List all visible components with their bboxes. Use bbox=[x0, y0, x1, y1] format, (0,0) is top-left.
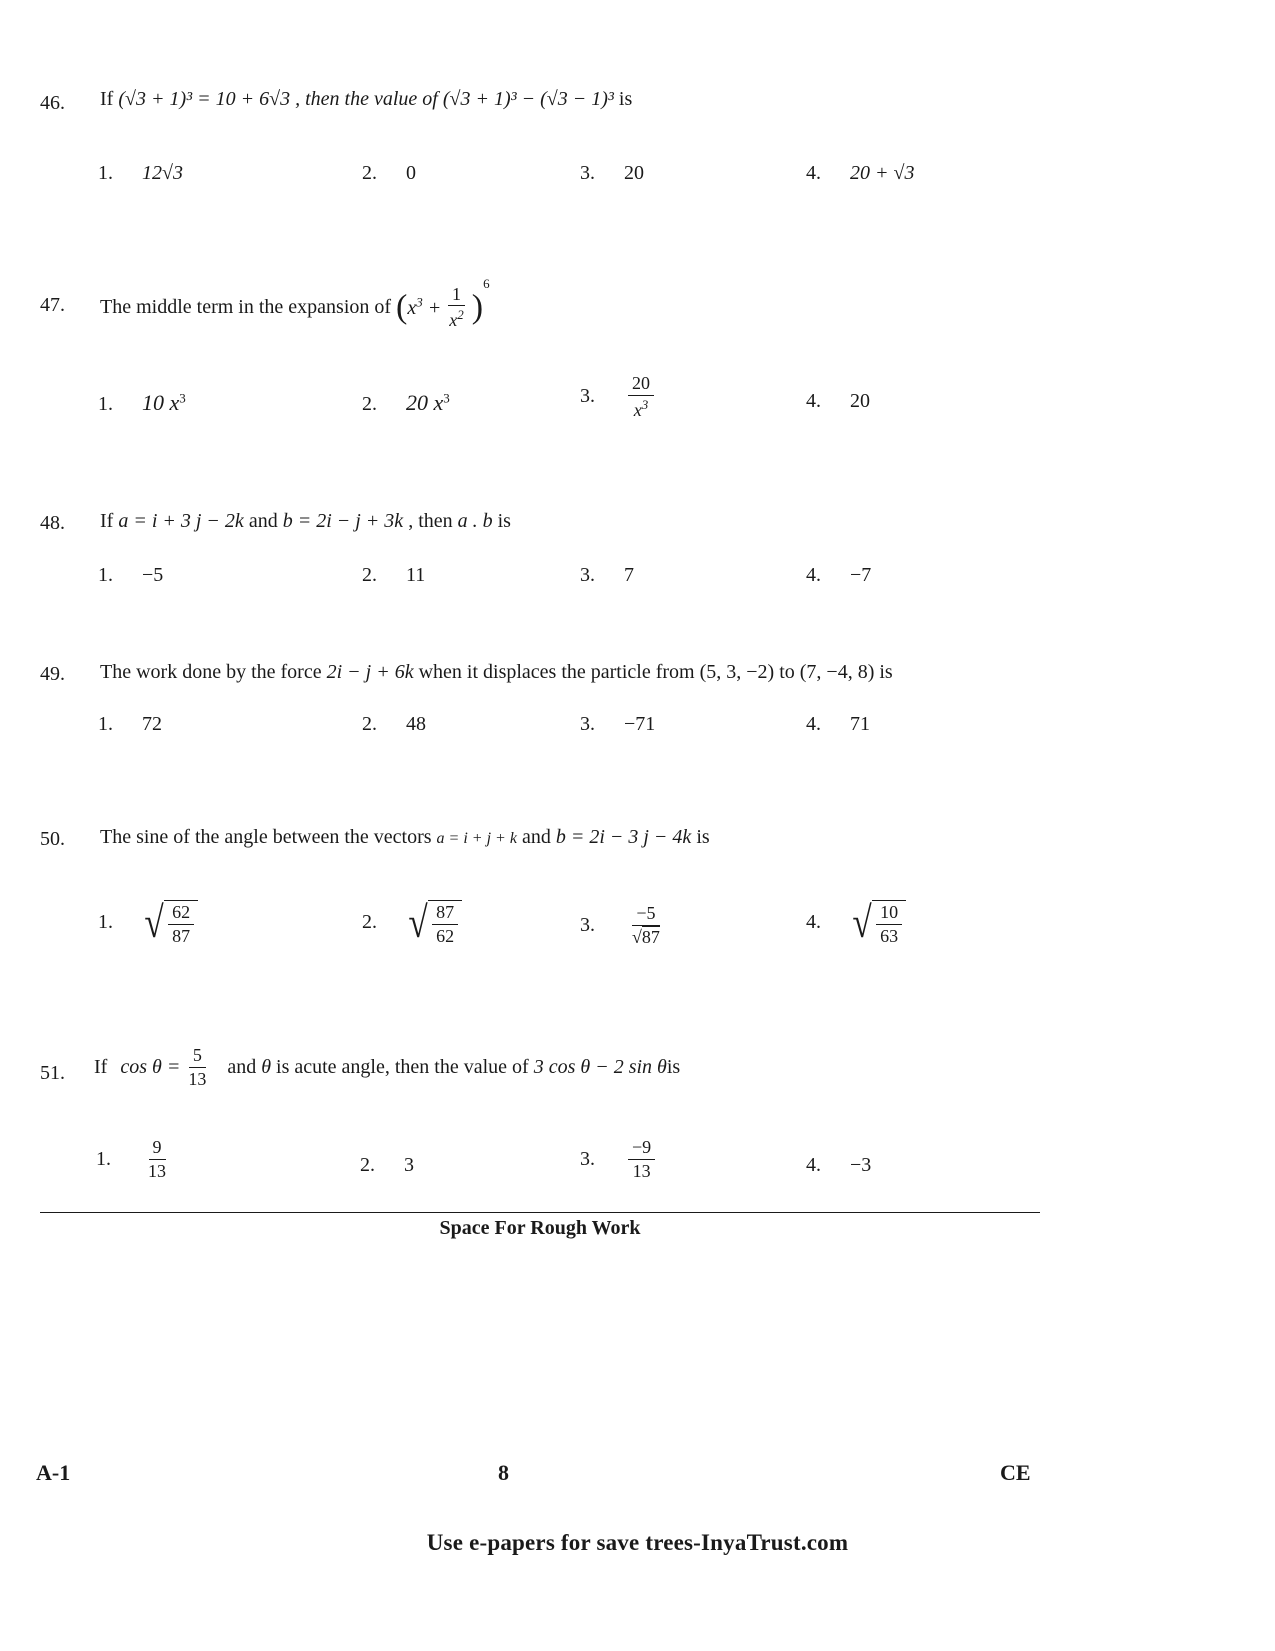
website-banner[interactable]: Use e-papers for save trees-InyaTrust.com bbox=[426, 1530, 849, 1555]
option-3[interactable]: 3. $\frac{-9}{13}$ bbox=[580, 1138, 659, 1181]
option-1[interactable]: 1. $\frac{9}{13}$ bbox=[96, 1138, 174, 1181]
option-3[interactable]: 3. 20 bbox=[580, 162, 644, 184]
option-2[interactable]: 2. 3 bbox=[360, 1154, 414, 1176]
option-4[interactable]: 4. √ $\frac{10}{63}$ bbox=[806, 900, 906, 946]
fraction: $\frac{10}{63}$ bbox=[876, 903, 902, 946]
question-number: 49. bbox=[40, 663, 65, 685]
option-1[interactable]: 1. 12√3 bbox=[98, 162, 183, 184]
dot-product: a . b bbox=[457, 510, 493, 532]
question-text: The sine of the angle between the vectors a = i + j + k and b = 2i − 3 j − 4k is bbox=[100, 826, 710, 848]
fraction: $\frac{1}{x^2}$ bbox=[449, 283, 464, 331]
option-4[interactable]: 4. −3 bbox=[806, 1154, 872, 1176]
option-1[interactable]: 1. 10 $x^3$ bbox=[98, 390, 186, 415]
option-3[interactable]: 3. $\frac{20}{x^3}$ bbox=[580, 374, 658, 420]
option-3[interactable]: 3. $\frac{-5}{√87}$ bbox=[580, 904, 668, 947]
vector-b: b = 2i − 3 j − 4k bbox=[555, 826, 692, 848]
fraction: $\frac{9}{13}$ bbox=[148, 1137, 166, 1181]
question-number: 47. bbox=[40, 294, 65, 316]
option-1[interactable]: 1. √ $\frac{62}{87}$ bbox=[98, 900, 198, 946]
page-number: 8 bbox=[498, 1460, 509, 1485]
math-expression: (√3 + 1)³ − (√3 − 1)³ bbox=[442, 88, 614, 110]
footer-left: A-1 bbox=[36, 1460, 71, 1485]
fraction: $\frac{20}{x^3}$ bbox=[628, 374, 654, 420]
question-text: If cos θ = $\frac{5}{13}$ and θ is acute angle, then the value of 3 cos θ − 2 sin θis bbox=[94, 1045, 681, 1089]
option-4[interactable]: 4. 20 bbox=[806, 390, 870, 412]
question-text: If (√3 + 1)³ = 10 + 6√3 , then the value of (√3 + 1)³ − (√3 − 1)³ is bbox=[100, 88, 633, 110]
option-4[interactable]: 4. −7 bbox=[806, 564, 872, 586]
rough-work-label: Space For Rough Work bbox=[439, 1217, 641, 1239]
option-3[interactable]: 3. 7 bbox=[580, 564, 634, 586]
option-1[interactable]: 1. 72 bbox=[98, 713, 162, 735]
question-text: The middle term in the expansion of ($x^3$ + $\frac{1}{x^2}$ )$^6$ bbox=[100, 276, 490, 331]
fraction: $\frac{-9}{13}$ bbox=[628, 1138, 655, 1181]
question-text: If a = i + 3 j − 2k and b = 2i − j + 3k , then a . b is bbox=[100, 510, 511, 532]
option-3[interactable]: 3. −71 bbox=[580, 713, 656, 735]
option-2[interactable]: 2. 0 bbox=[362, 162, 416, 184]
question-number: 46. bbox=[40, 92, 65, 114]
fraction: $\frac{-5}{√87}$ bbox=[632, 903, 660, 947]
fraction: $\frac{87}{62}$ bbox=[432, 903, 458, 946]
force-vector: 2i − j + 6k bbox=[326, 661, 414, 683]
vector-a: a = i + j + k bbox=[436, 830, 517, 847]
footer-right: CE bbox=[1000, 1460, 1031, 1485]
option-2[interactable]: 2. √ $\frac{87}{62}$ bbox=[362, 900, 462, 946]
question-number: 51. bbox=[40, 1062, 65, 1084]
question-number: 50. bbox=[40, 828, 65, 850]
vector-a: a = i + 3 j − 2k bbox=[118, 510, 244, 532]
math-expression: (√3 + 1)³ bbox=[118, 88, 193, 110]
question-text: The work done by the force 2i − j + 6k when it displaces the particle from (5, 3, −2) to (7, −4, 8) is bbox=[100, 661, 893, 683]
option-2[interactable]: 2. 20 $x^3$ bbox=[362, 390, 450, 415]
option-2[interactable]: 2. 11 bbox=[362, 564, 426, 586]
fraction: $\frac{5}{13}$ bbox=[188, 1045, 207, 1089]
option-4[interactable]: 4. 71 bbox=[806, 713, 870, 735]
math-expression: = 10 + 6√3 , then the value of bbox=[197, 88, 438, 110]
question-number: 48. bbox=[40, 512, 65, 534]
rough-work-divider bbox=[40, 1212, 1040, 1213]
option-4[interactable]: 4. 20 + √3 bbox=[806, 162, 915, 184]
option-1[interactable]: 1. −5 bbox=[98, 564, 164, 586]
vector-b: b = 2i − j + 3k bbox=[282, 510, 404, 532]
fraction: $\frac{62}{87}$ bbox=[168, 903, 194, 946]
option-2[interactable]: 2. 48 bbox=[362, 713, 426, 735]
